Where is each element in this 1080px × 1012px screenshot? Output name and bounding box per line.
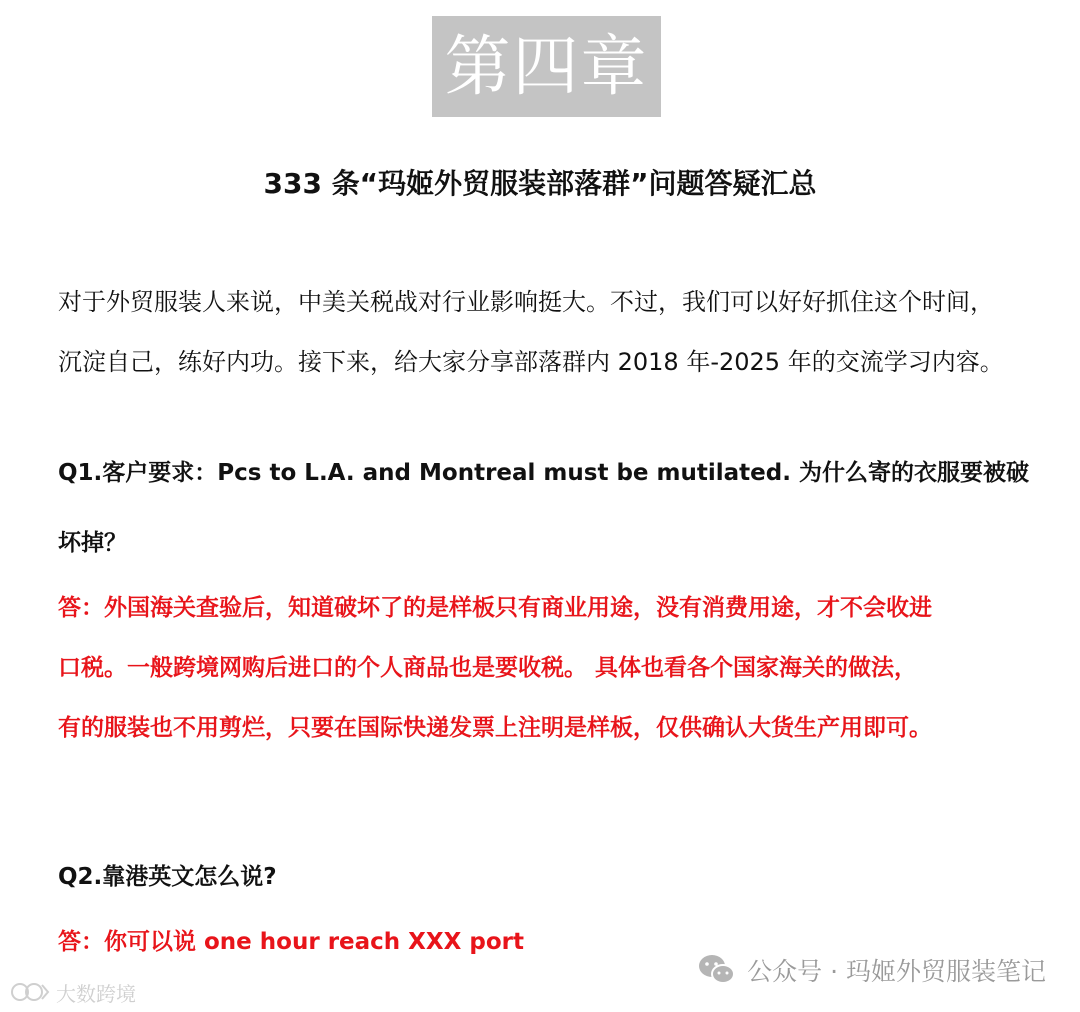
answer-line: 答：外国海关查验后，知道破坏了的是样板只有商业用途，没有消费用途，才不会收进 — [58, 595, 932, 621]
question-line: 坏掉？ — [58, 530, 127, 556]
answer-text — [58, 578, 1048, 758]
intro-line: 对于外贸服装人来说，中美关税战对行业影响挺大。不过，我们可以好好抓住这个时间， — [58, 288, 994, 316]
question-text — [58, 842, 1048, 912]
brand-watermark — [10, 976, 136, 1008]
answer-line: 答：你可以说 one hour reach XXX port — [58, 929, 524, 955]
wechat-account-text: 公众号 · 玛姬外贸服装笔记 — [747, 957, 1046, 986]
chapter-heading: 第四章 — [432, 16, 661, 117]
qa-item-1 — [58, 438, 1048, 758]
answer-line: 有的服装也不用剪烂，只要在国际快递发票上注明是样板，仅供确认大货生产用即可。 — [58, 715, 932, 741]
wechat-icon — [697, 953, 737, 987]
wechat-watermark — [697, 950, 1046, 990]
logo-icon — [10, 979, 50, 1005]
intro-paragraph — [58, 272, 1048, 392]
brand-watermark-text: 大数跨境 — [56, 981, 136, 1006]
intro-line: 沉淀自己，练好内功。接下来，给大家分享部落群内 2018 年-2025 年的交流学习内容。 — [58, 348, 1004, 376]
document-title: 333 条“玛姬外贸服装部落群”问题答疑汇总 — [263, 167, 817, 200]
question-text — [58, 438, 1048, 578]
question-line: Q2.靠港英文怎么说? — [58, 864, 277, 890]
question-line: Q1.客户要求：Pcs to L.A. and Montreal must be mutilated. 为什么寄的衣服要被破 — [58, 460, 1029, 486]
answer-line: 口税。一般跨境网购后进口的个人商品也是要收税。 具体也看各个国家海关的做法， — [58, 655, 918, 681]
